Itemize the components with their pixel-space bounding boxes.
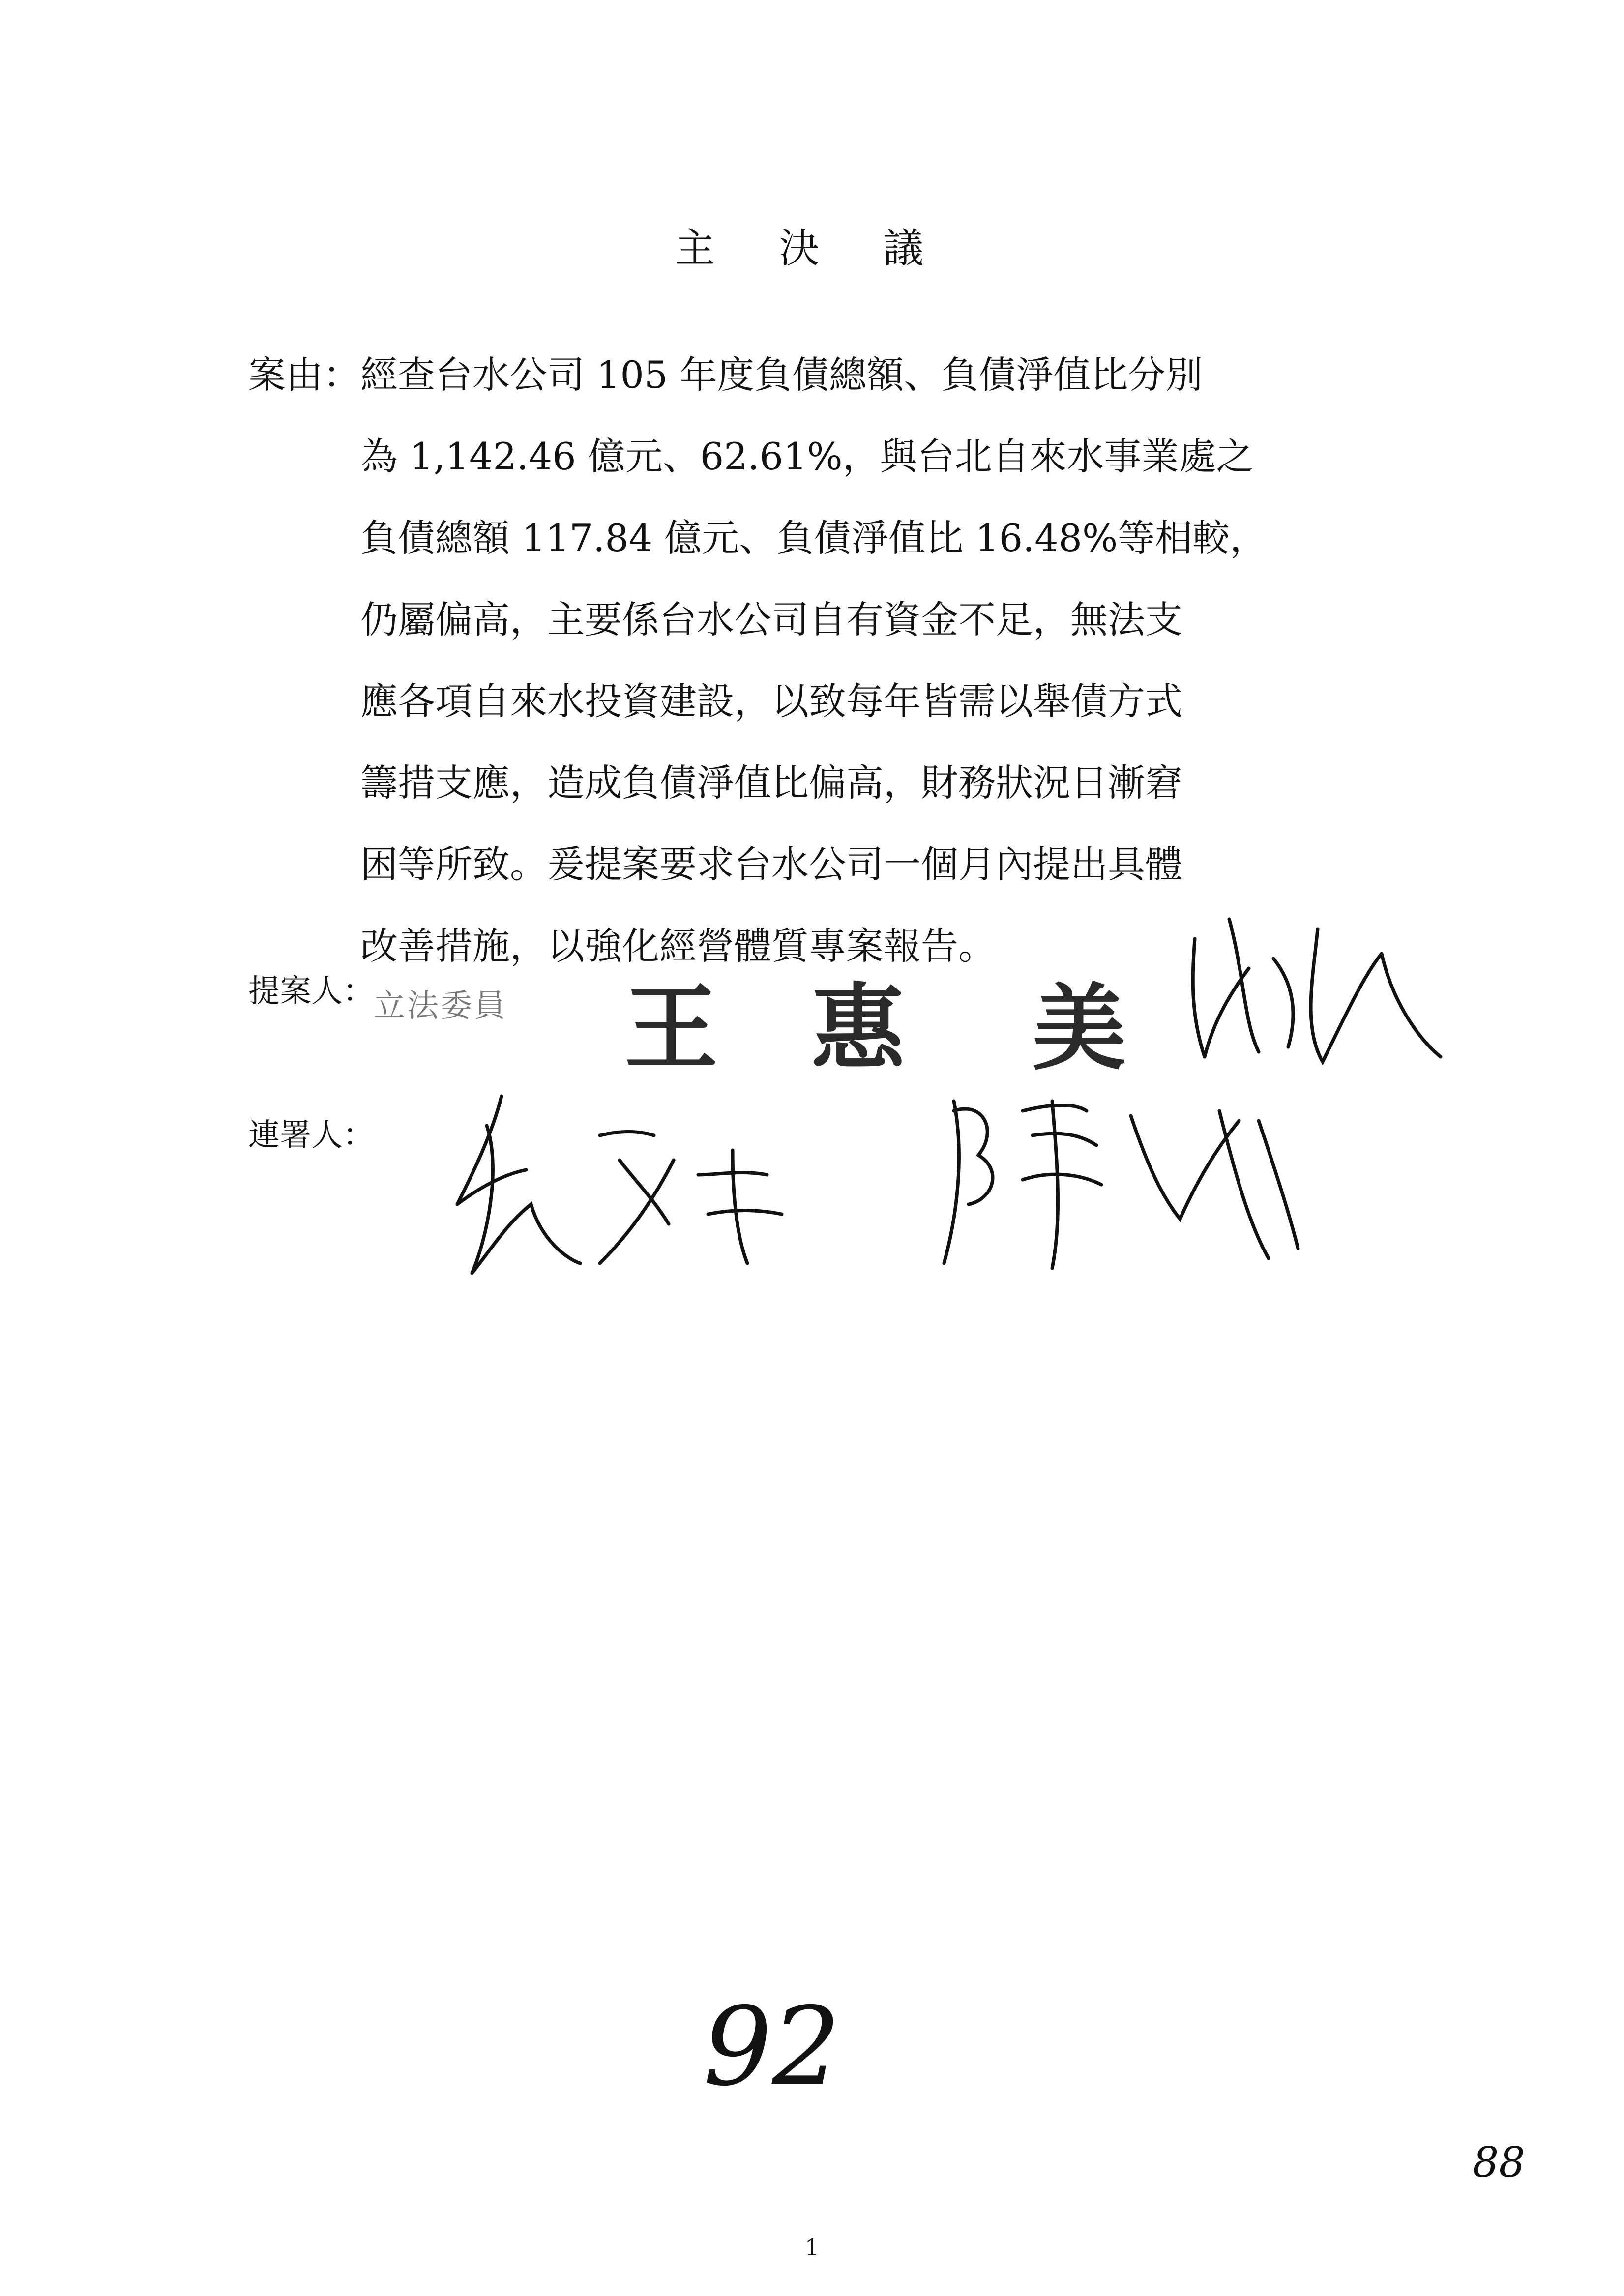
reason-text: 改善措施，以強化經營體質專案報告。	[360, 924, 996, 968]
reason-section	[248, 334, 1359, 987]
handwritten-page-number	[698, 1991, 865, 2104]
reason-line	[248, 497, 1359, 579]
reason-line	[248, 742, 1359, 824]
reason-text: 應各項自來水投資建設，以致每年皆需以舉債方式	[360, 679, 1182, 723]
proposer-label: 提案人：	[248, 973, 374, 1010]
reason-line	[248, 824, 1359, 905]
cosigner-signature-2	[924, 1072, 1308, 1283]
stamp-name-char: 王	[624, 973, 718, 1083]
stamp-name-char: 美	[1033, 973, 1126, 1083]
cosigner-signature-1	[443, 1076, 885, 1288]
document-title: 主 決 議	[675, 225, 949, 272]
stamp-name-char: 惠	[811, 973, 905, 1083]
page-footer-number: 1	[804, 2234, 820, 2261]
reason-prefix: 案由：	[248, 353, 360, 397]
handwritten-corner-number	[1470, 2138, 1534, 2182]
reason-line	[248, 579, 1359, 661]
reason-text: 仍屬偏高，主要係台水公司自有資金不足，無法支	[360, 598, 1182, 641]
reason-text: 負債總額 117.84 億元、負債淨值比 16.48%等相較，	[360, 516, 1268, 560]
reason-text: 為 1,142.46 億元、62.61%，與台北自來水事業處之	[360, 435, 1254, 478]
reason-text: 困等所致。爰提案要求台水公司一個月內提出具體	[360, 843, 1182, 886]
handwritten-page-number-text: 92	[703, 1991, 841, 2104]
reason-line	[248, 334, 1359, 416]
reason-text: 籌措支應，造成負債淨值比偏高，財務狀況日漸窘	[360, 761, 1182, 805]
reason-line	[248, 661, 1359, 742]
reason-text: 經查台水公司 105 年度負債總額、負債淨值比分別	[360, 353, 1203, 397]
handwritten-corner-number-text: 88	[1473, 2138, 1525, 2182]
legislator-stamp-title: 立法委員	[374, 988, 507, 1024]
proposer-signature	[1175, 900, 1450, 1076]
cosigner-label: 連署人：	[248, 1117, 374, 1154]
reason-line	[248, 416, 1359, 497]
